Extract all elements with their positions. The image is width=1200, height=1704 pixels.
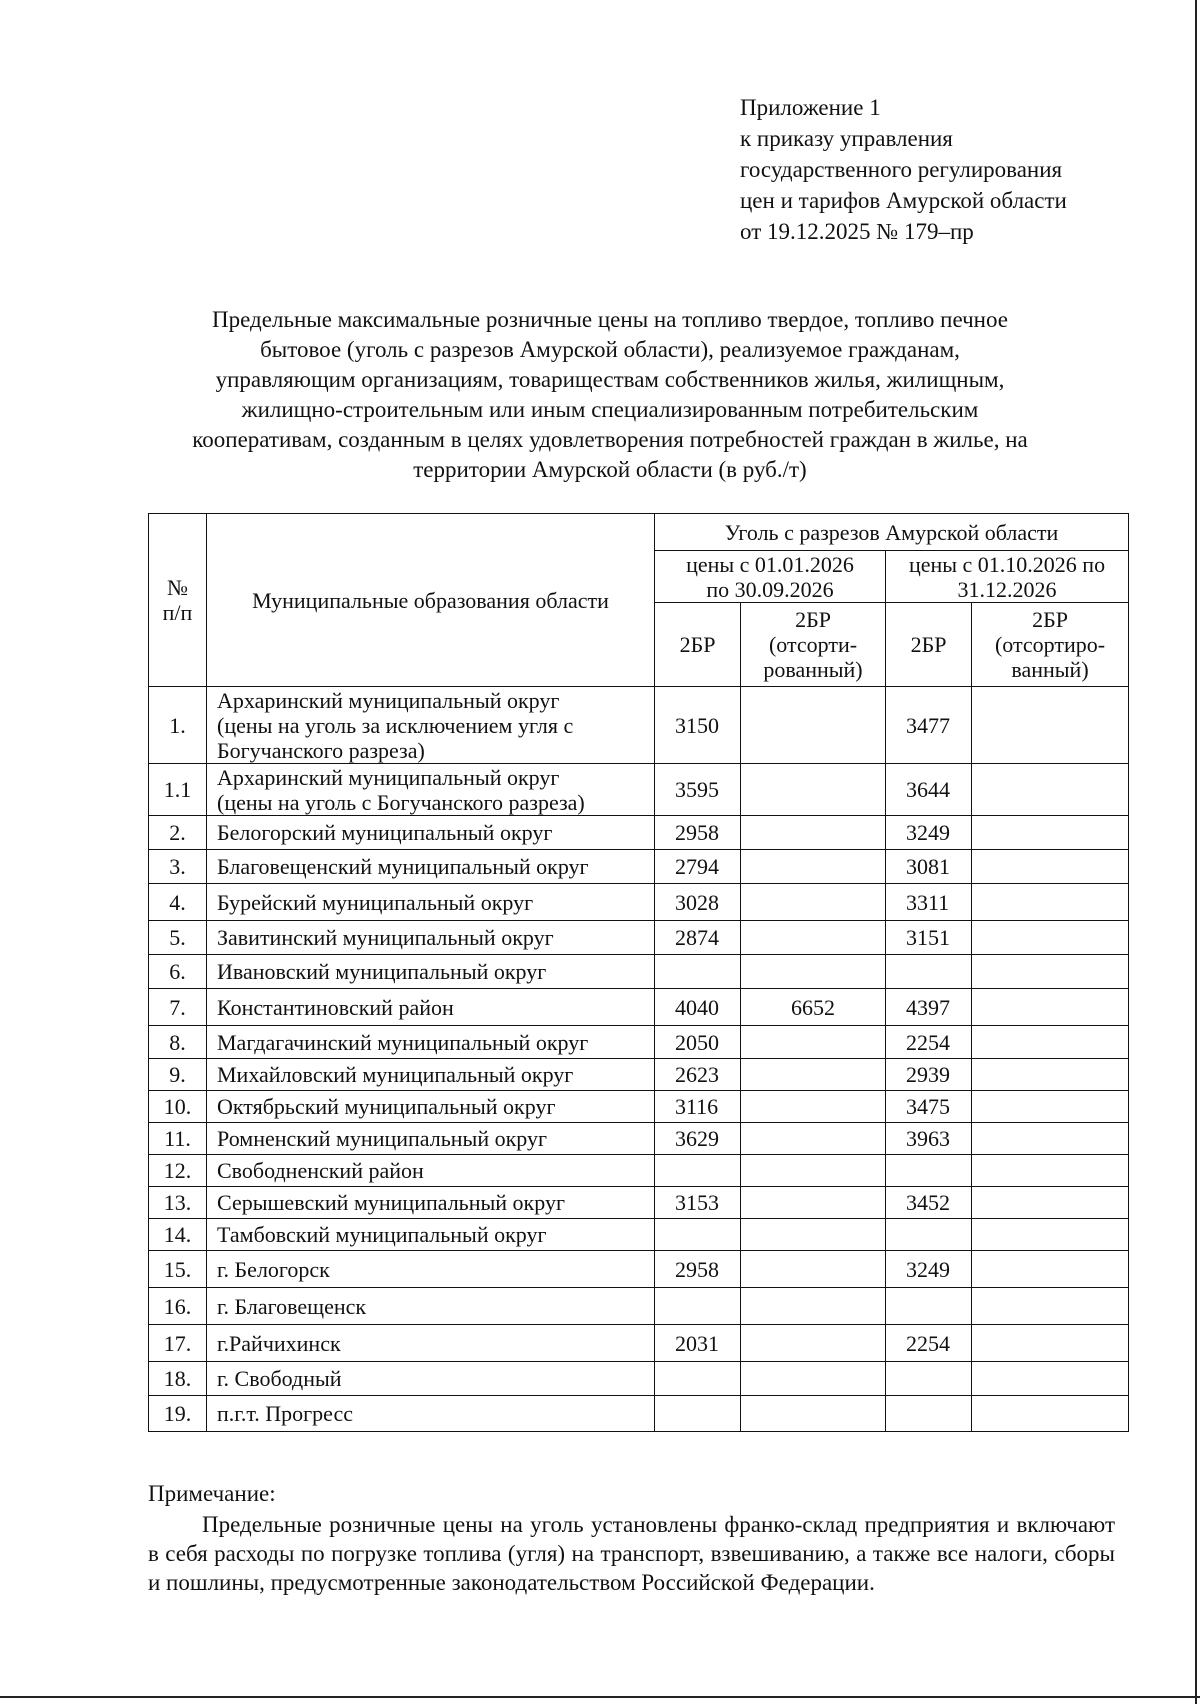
- row-p2-sorted-cell: [972, 1219, 1129, 1251]
- row-p2-plain-cell: 3151: [886, 921, 972, 955]
- price-table: [148, 513, 1129, 1432]
- row-municipality-cell: Михайловский муниципальный округ: [207, 1059, 655, 1091]
- row-municipality-cell: Свободненский район: [207, 1155, 655, 1187]
- appendix-line: государственного регулирования: [740, 157, 1063, 182]
- header-p2-plain-text: 2БР: [910, 632, 947, 657]
- row-p2-sorted-cell: [972, 1059, 1129, 1091]
- row-p1-plain-cell: 3116: [655, 1091, 741, 1123]
- row-p2-sorted-cell: [972, 816, 1129, 850]
- row-municipality-cell: г. Белогорск: [207, 1251, 655, 1288]
- row-num-cell: 9.: [149, 1059, 207, 1091]
- table-row: [149, 1325, 1129, 1362]
- note-heading: Примечание:: [148, 1481, 276, 1506]
- price-table-body: [149, 687, 1129, 1432]
- row-num-cell: 7.: [149, 989, 207, 1026]
- row-num-cell: 14.: [149, 1219, 207, 1251]
- row-num-cell: 18.: [149, 1362, 207, 1396]
- row-num-cell: 17.: [149, 1325, 207, 1362]
- header-p2-sorted: [972, 603, 1129, 687]
- scan-edge-right: [1195, 0, 1197, 1704]
- row-p2-sorted-cell: [972, 1251, 1129, 1288]
- table-row: [149, 1396, 1129, 1432]
- row-num-cell: 2.: [149, 816, 207, 850]
- row-municipality-cell: Благовещенский муниципальный округ: [207, 850, 655, 884]
- row-municipality-cell: г.Райчихинск: [207, 1325, 655, 1362]
- row-p1-plain-cell: 2874: [655, 921, 741, 955]
- row-num-cell: 4.: [149, 884, 207, 921]
- row-p2-sorted-cell: [972, 764, 1129, 816]
- row-p1-plain-cell: 4040: [655, 989, 741, 1026]
- title-line: бытовое (уголь с разрезов Амурской области), реализуемое гражданам,: [260, 337, 960, 362]
- table-row: [149, 989, 1129, 1026]
- row-p2-sorted-cell: [972, 1187, 1129, 1219]
- row-p1-sorted-cell: 6652: [741, 989, 886, 1026]
- scan-edge-bottom: [0, 1696, 1200, 1698]
- row-p1-plain-cell: 3028: [655, 884, 741, 921]
- header-period-1: [655, 551, 886, 603]
- row-p1-plain-cell: [655, 1396, 741, 1432]
- row-p1-sorted-cell: [741, 1362, 886, 1396]
- header-p1-plain-text: 2БР: [679, 632, 716, 657]
- row-municipality-cell: Тамбовский муниципальный округ: [207, 1219, 655, 1251]
- row-p1-sorted-cell: [741, 816, 886, 850]
- row-municipality-cell: Октябрьский муниципальный округ: [207, 1091, 655, 1123]
- row-p1-plain-cell: 2958: [655, 1251, 741, 1288]
- table-row: [149, 1155, 1129, 1187]
- row-municipality-cell: г. Благовещенск: [207, 1288, 655, 1325]
- table-row: [149, 921, 1129, 955]
- row-p2-sorted-cell: [972, 884, 1129, 921]
- row-p1-plain-cell: 2050: [655, 1026, 741, 1059]
- header-municipality: [207, 514, 655, 687]
- row-p2-plain-cell: 2939: [886, 1059, 972, 1091]
- price-table-header: [149, 514, 1129, 687]
- row-p2-sorted-cell: [972, 1396, 1129, 1432]
- row-municipality-cell: п.г.т. Прогресс: [207, 1396, 655, 1432]
- row-p2-sorted-cell: [972, 1026, 1129, 1059]
- row-p1-plain-cell: 3150: [655, 687, 741, 764]
- row-p1-plain-cell: [655, 955, 741, 989]
- row-p2-plain-cell: [886, 1155, 972, 1187]
- table-row: [149, 816, 1129, 850]
- header-period-1-text: цены с 01.01.2026 по 30.09.2026: [686, 551, 854, 602]
- row-p1-sorted-cell: [741, 955, 886, 989]
- row-p1-sorted-cell: [741, 921, 886, 955]
- header-p2-sorted-text: 2БР (отсортиро- ванный): [994, 607, 1106, 682]
- appendix-block: [740, 92, 1067, 247]
- row-p2-sorted-cell: [972, 989, 1129, 1026]
- row-municipality-cell: Бурейский муниципальный округ: [207, 884, 655, 921]
- row-p1-plain-cell: [655, 1219, 741, 1251]
- row-p2-plain-cell: 4397: [886, 989, 972, 1026]
- row-p1-plain-cell: 3629: [655, 1123, 741, 1155]
- row-p1-sorted-cell: [741, 884, 886, 921]
- appendix-line: к приказу управления: [740, 126, 953, 151]
- title-line: Предельные максимальные розничные цены на топливо твердое, топливо печное: [212, 307, 1008, 332]
- row-p2-plain-cell: 3475: [886, 1091, 972, 1123]
- row-num-cell: 12.: [149, 1155, 207, 1187]
- row-p2-sorted-cell: [972, 955, 1129, 989]
- row-p2-plain-cell: [886, 1219, 972, 1251]
- row-municipality-cell: Ромненский муниципальный округ: [207, 1123, 655, 1155]
- header-municipality-text: Муниципальные образования области: [252, 587, 609, 613]
- row-p1-plain-cell: 2031: [655, 1325, 741, 1362]
- row-num-cell: 6.: [149, 955, 207, 989]
- title-line: жилищно-строительным или иным специализированным потребительским: [241, 397, 979, 422]
- row-p1-sorted-cell: [741, 1026, 886, 1059]
- row-p2-plain-cell: 3477: [886, 687, 972, 764]
- row-p1-sorted-cell: [741, 1059, 886, 1091]
- row-p1-plain-cell: 2794: [655, 850, 741, 884]
- table-row: [149, 687, 1129, 764]
- row-municipality-cell: Завитинский муниципальный округ: [207, 921, 655, 955]
- title-line: управляющим организациям, товариществам собственников жилья, жилищным,: [215, 367, 1005, 392]
- row-p1-plain-cell: [655, 1288, 741, 1325]
- row-p1-sorted-cell: [741, 1187, 886, 1219]
- row-p2-plain-cell: [886, 955, 972, 989]
- row-num-cell: 5.: [149, 921, 207, 955]
- row-p2-plain-cell: 3249: [886, 1251, 972, 1288]
- row-p1-plain-cell: [655, 1362, 741, 1396]
- row-municipality-cell: Архаринский муниципальный округ (цены на уголь за исключением угля с Богучанского разреза): [207, 687, 655, 764]
- appendix-line: цен и тарифов Амурской области: [740, 188, 1067, 213]
- row-p1-sorted-cell: [741, 764, 886, 816]
- row-p2-plain-cell: 3963: [886, 1123, 972, 1155]
- document-title: [120, 305, 1100, 485]
- row-p2-plain-cell: 3081: [886, 850, 972, 884]
- row-num-cell: 10.: [149, 1091, 207, 1123]
- row-p1-sorted-cell: [741, 1251, 886, 1288]
- header-num-text: № п/п: [162, 575, 193, 625]
- table-row: [149, 1123, 1129, 1155]
- row-p2-plain-cell: [886, 1362, 972, 1396]
- row-p2-plain-cell: 3644: [886, 764, 972, 816]
- row-num-cell: 13.: [149, 1187, 207, 1219]
- table-row: [149, 1219, 1129, 1251]
- table-row: [149, 884, 1129, 921]
- row-p1-sorted-cell: [741, 1123, 886, 1155]
- row-p2-plain-cell: 3249: [886, 816, 972, 850]
- row-p2-plain-cell: 2254: [886, 1325, 972, 1362]
- row-municipality-cell: Ивановский муниципальный округ: [207, 955, 655, 989]
- row-p2-sorted-cell: [972, 921, 1129, 955]
- table-row: [149, 1026, 1129, 1059]
- row-num-cell: 1.: [149, 687, 207, 764]
- row-p1-plain-cell: 2958: [655, 816, 741, 850]
- row-num-cell: 11.: [149, 1123, 207, 1155]
- table-row: [149, 1187, 1129, 1219]
- row-municipality-cell: Магдагачинский муниципальный округ: [207, 1026, 655, 1059]
- header-p1-sorted: [741, 603, 886, 687]
- row-p2-sorted-cell: [972, 1362, 1129, 1396]
- row-p1-plain-cell: 3595: [655, 764, 741, 816]
- row-num-cell: 8.: [149, 1026, 207, 1059]
- row-p1-plain-cell: 2623: [655, 1059, 741, 1091]
- header-p1-plain: [655, 603, 741, 687]
- row-municipality-cell: Константиновский район: [207, 989, 655, 1026]
- header-coal-group: [655, 514, 1129, 551]
- row-municipality-cell: г. Свободный: [207, 1362, 655, 1396]
- row-municipality-cell: Архаринский муниципальный округ (цены на уголь с Богучанского разреза): [207, 764, 655, 816]
- header-num: [149, 514, 207, 687]
- header-p1-sorted-text: 2БР (отсорти- рованный): [763, 607, 863, 682]
- title-line: территории Амурской области (в руб./т): [413, 457, 807, 482]
- header-period-2-text: цены с 01.10.2026 по 31.12.2026: [908, 551, 1106, 602]
- row-num-cell: 19.: [149, 1396, 207, 1432]
- row-p1-sorted-cell: [741, 1219, 886, 1251]
- appendix-line: Приложение 1: [740, 95, 881, 120]
- row-p2-sorted-cell: [972, 1288, 1129, 1325]
- row-p1-sorted-cell: [741, 1155, 886, 1187]
- row-num-cell: 1.1: [149, 764, 207, 816]
- note-text: Предельные розничные цены на уголь установлены франко-склад предприятия и включают в себя расходы по погрузке топлива (угля) на транспорт, взвешиванию, а также все налоги, сборы и пошлины, предусмотренные законодательством Российской Федерации.: [148, 1512, 1115, 1595]
- row-p1-sorted-cell: [741, 1288, 886, 1325]
- row-num-cell: 16.: [149, 1288, 207, 1325]
- table-row: [149, 850, 1129, 884]
- header-coal-group-text: Уголь с разрезов Амурской области: [724, 519, 1059, 545]
- row-p2-sorted-cell: [972, 1123, 1129, 1155]
- row-p2-sorted-cell: [972, 687, 1129, 764]
- row-p2-plain-cell: [886, 1396, 972, 1432]
- row-p2-plain-cell: 3452: [886, 1187, 972, 1219]
- table-row: [149, 1362, 1129, 1396]
- row-p2-sorted-cell: [972, 1325, 1129, 1362]
- row-p1-plain-cell: [655, 1155, 741, 1187]
- row-p1-sorted-cell: [741, 850, 886, 884]
- row-num-cell: 15.: [149, 1251, 207, 1288]
- row-p1-sorted-cell: [741, 1325, 886, 1362]
- table-row: [149, 1251, 1129, 1288]
- row-p2-sorted-cell: [972, 1091, 1129, 1123]
- header-period-2: [886, 551, 1129, 603]
- row-p1-sorted-cell: [741, 1396, 886, 1432]
- row-p1-sorted-cell: [741, 1091, 886, 1123]
- table-row: [149, 1059, 1129, 1091]
- row-p1-plain-cell: 3153: [655, 1187, 741, 1219]
- title-line: кооперативам, созданным в целях удовлетворения потребностей граждан в жилье, на: [192, 427, 1028, 452]
- table-row: [149, 955, 1129, 989]
- table-row: [149, 1288, 1129, 1325]
- row-municipality-cell: Белогорский муниципальный округ: [207, 816, 655, 850]
- table-row: [149, 1091, 1129, 1123]
- row-p2-plain-cell: 2254: [886, 1026, 972, 1059]
- header-p2-plain: [886, 603, 972, 687]
- row-p2-plain-cell: [886, 1288, 972, 1325]
- row-p1-sorted-cell: [741, 687, 886, 764]
- row-num-cell: 3.: [149, 850, 207, 884]
- row-p2-sorted-cell: [972, 850, 1129, 884]
- row-p2-sorted-cell: [972, 1155, 1129, 1187]
- table-row: [149, 764, 1129, 816]
- appendix-line: от 19.12.2025 № 179–пр: [740, 219, 974, 244]
- row-p2-plain-cell: 3311: [886, 884, 972, 921]
- row-municipality-cell: Серышевский муниципальный округ: [207, 1187, 655, 1219]
